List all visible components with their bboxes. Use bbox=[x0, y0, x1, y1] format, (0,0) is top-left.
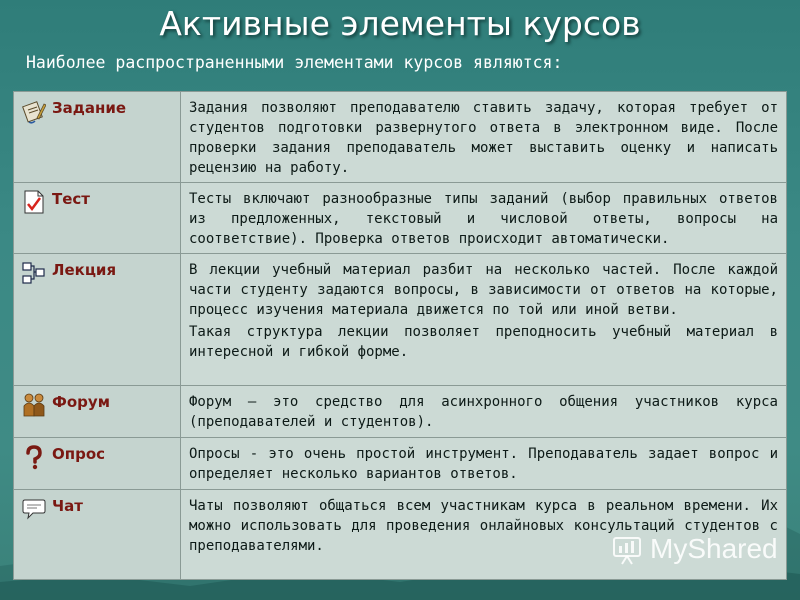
forum-icon bbox=[22, 392, 46, 418]
description-paragraph: В лекции учебный материал разбит на несколько частей. После каждой части студенту задаются вопросы, в зависимости от ответов на которые, процесс изучения материала движется по той или иной ветви. bbox=[189, 262, 778, 318]
element-name-cell bbox=[14, 438, 181, 490]
element-name: Лекция bbox=[52, 261, 117, 279]
element-name: Чат bbox=[52, 497, 83, 515]
table-row bbox=[14, 438, 787, 490]
element-name: Тест bbox=[52, 190, 90, 208]
element-name-cell bbox=[14, 92, 181, 183]
table-row bbox=[14, 183, 787, 254]
table-row bbox=[14, 92, 787, 183]
assignment-icon bbox=[22, 98, 46, 124]
chat-icon bbox=[22, 496, 46, 522]
watermark-text: MyShared bbox=[650, 533, 778, 564]
element-name: Задание bbox=[52, 99, 127, 117]
element-description bbox=[181, 438, 787, 490]
element-description bbox=[181, 386, 787, 438]
description-paragraph: Форум – это средство для асинхронного общения участников курса (преподавателей и студентов). bbox=[189, 394, 778, 430]
description-paragraph: Опросы - это очень простой инструмент. Преподаватель задает вопрос и определяет несколько вариантов ответов. bbox=[189, 446, 778, 482]
element-name-cell bbox=[14, 490, 181, 580]
description-paragraph: Такая структура лекции позволяет преподносить учебный материал в интересной и гибкой форме. bbox=[189, 324, 778, 360]
description-paragraph: Задания позволяют преподавателю ставить задачу, которая требует от студентов подготовки развернутого ответа в электронном виде. После проверки задания преподаватель может выставить оценку и написать рецензию на работу. bbox=[189, 100, 778, 176]
lesson-icon bbox=[22, 260, 46, 286]
myshared-watermark bbox=[612, 532, 778, 566]
page-title: Активные элементы курсов bbox=[159, 4, 641, 43]
element-name-cell bbox=[14, 386, 181, 438]
poll-icon bbox=[22, 444, 46, 470]
quiz-icon bbox=[22, 189, 46, 215]
element-description bbox=[181, 183, 787, 254]
page-subtitle: Наиболее распространенными элементами курсов являются: bbox=[26, 53, 563, 72]
description-paragraph: Чаты позволяют общаться всем участникам курса в реальном времени. Их можно использовать для проведения онлайновых консультаций студентов с преподавателями. bbox=[189, 498, 778, 554]
description-paragraph: Тесты включают разнообразные типы заданий (выбор правильных ответов из предложенных, текстовый и числовой ответы, вопросы на соответствие). Проверка ответов происходит автоматически. bbox=[189, 191, 778, 247]
element-name-cell bbox=[14, 183, 181, 254]
element-name: Форум bbox=[52, 393, 110, 411]
course-elements-table bbox=[13, 91, 787, 580]
table-row bbox=[14, 386, 787, 438]
element-name: Опрос bbox=[52, 445, 106, 463]
element-name-cell bbox=[14, 254, 181, 386]
myshared-logo-icon bbox=[612, 532, 646, 566]
table-row bbox=[14, 254, 787, 386]
element-description bbox=[181, 254, 787, 386]
element-description bbox=[181, 92, 787, 183]
